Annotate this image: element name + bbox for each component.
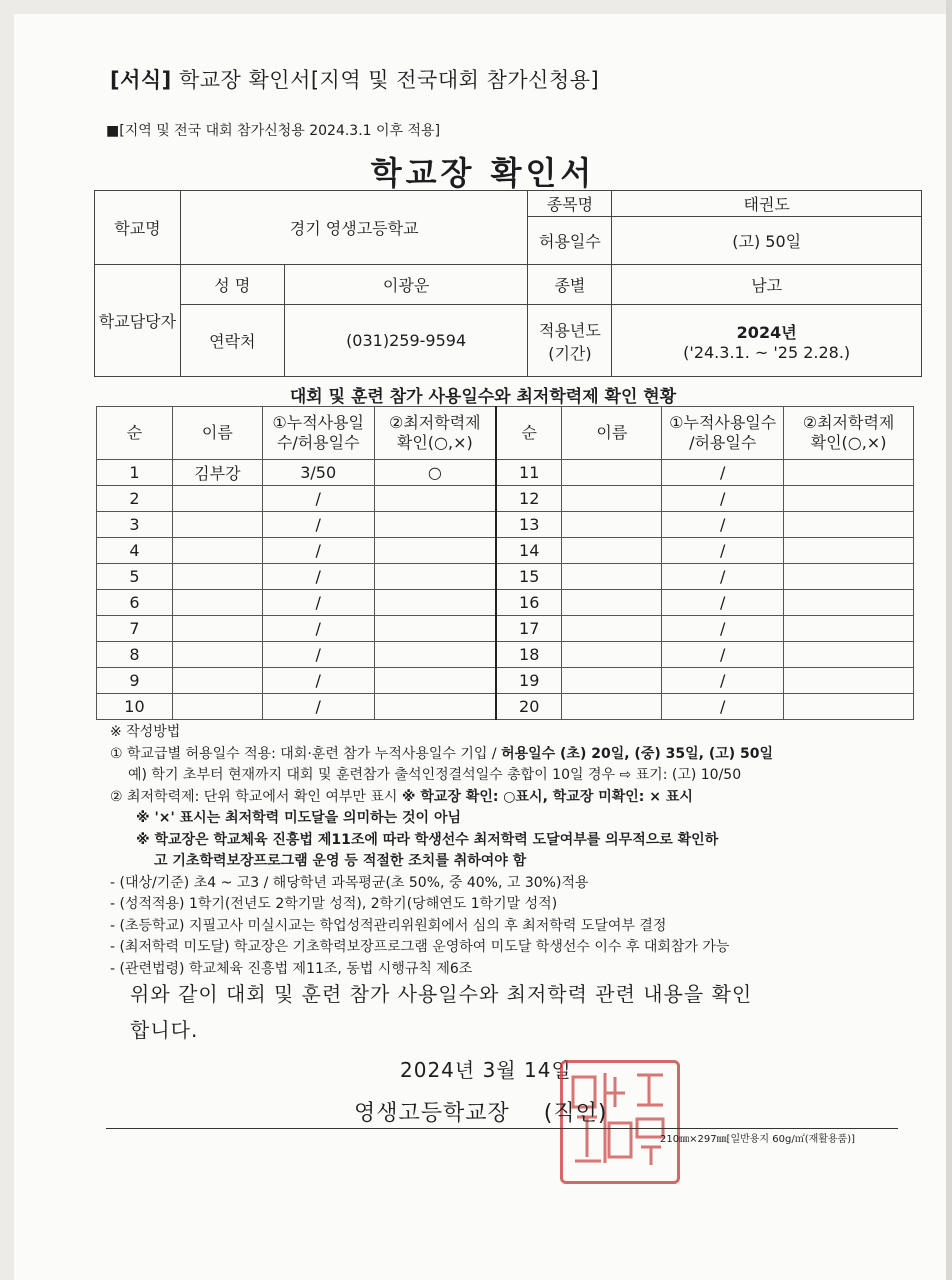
detail-4: - (최저학력 미도달) 학교장은 기초학력보장프로그램 운영하여 미도달 학생선수 이수 후 대회참가 가능 [110, 939, 730, 955]
cell-r-no: 13 [496, 512, 562, 538]
form-title [110, 64, 599, 94]
cell-l-name [172, 694, 262, 720]
cell-l-no: 9 [97, 668, 173, 694]
section-title: 대회 및 훈련 참가 사용일수와 최저학력제 확인 현황 [289, 387, 677, 407]
header-days-left [262, 407, 374, 460]
cell-r-name [562, 694, 662, 720]
cell-l-name [172, 538, 262, 564]
confirmation-line-2: 합니다. [130, 1018, 199, 1042]
header-name-left: 이름 [172, 407, 262, 460]
cell-r-days: / [662, 590, 784, 616]
event-value: 태권도 [612, 191, 922, 217]
cell-r-no: 17 [496, 616, 562, 642]
cell-r-check [784, 512, 914, 538]
cell-r-no: 12 [496, 486, 562, 512]
cell-r-check [784, 460, 914, 486]
cell-r-check [784, 642, 914, 668]
cell-l-name [172, 512, 262, 538]
cell-r-no: 15 [496, 564, 562, 590]
cell-l-no: 8 [97, 642, 173, 668]
table-row [97, 668, 914, 694]
header-days-right-bottom: /허용일수 [689, 433, 757, 452]
cell-r-no: 14 [496, 538, 562, 564]
cell-l-check [374, 616, 496, 642]
cell-r-check [784, 564, 914, 590]
note-1-bold: 허용일수 (초) 20일, (중) 35일, (고) 50일 [501, 745, 774, 762]
cell-l-name [172, 616, 262, 642]
contact-value: (031)259-9594 [284, 305, 528, 377]
school-info-table [94, 190, 922, 377]
header-check-right-bottom: 확인(○,×) [810, 433, 887, 452]
header-check-left-top: ②최저학력제 [389, 413, 481, 432]
header-days-right-top: ①누적사용일수 [669, 413, 777, 432]
cell-l-name [172, 590, 262, 616]
cell-r-name [562, 642, 662, 668]
cell-l-check [374, 538, 496, 564]
cell-r-name [562, 512, 662, 538]
contact-label: 연락처 [180, 305, 284, 377]
cell-r-name [562, 564, 662, 590]
page-edge [946, 0, 952, 1280]
page-title: 학교장 확인서 [370, 154, 596, 192]
cell-r-days: / [662, 512, 784, 538]
event-label: 종목명 [528, 191, 612, 217]
cell-r-days: / [662, 538, 784, 564]
cell-l-name [172, 642, 262, 668]
detail-2: - (성적적용) 1학기(전년도 2학기말 성적), 2학기(당해연도 1학기말 성적) [110, 896, 558, 912]
cell-r-name [562, 590, 662, 616]
cell-l-days: / [262, 564, 374, 590]
table-row [97, 460, 914, 486]
document-page [14, 14, 952, 1280]
cell-l-days: / [262, 694, 374, 720]
period-range: ('24.3.1. ~ '25 2.28.) [683, 342, 851, 362]
table-row [97, 642, 914, 668]
header-no-left: 순 [97, 407, 173, 460]
header-name-right: 이름 [562, 407, 662, 460]
detail-5: - (관련법령) 학교체육 진흥법 제11조, 동법 시행규칙 제6조 [110, 960, 473, 977]
allowed-days-value: (고) 50일 [612, 217, 922, 265]
cell-r-days: / [662, 486, 784, 512]
note-4a: ※ 학교장은 학교체육 진흥법 제11조에 따라 학생선수 최저학력 도달여부를 의무적으로 확인하 [136, 831, 719, 848]
detail-3: - (초등학교) 지필고사 미실시교는 학업성적관리위원회에서 심의 후 최저학력 도달여부 결정 [110, 917, 667, 934]
cell-r-check [784, 668, 914, 694]
cell-l-days: / [262, 668, 374, 694]
cell-l-no: 10 [97, 694, 173, 720]
allowed-days-label: 허용일수 [528, 217, 612, 265]
header-check-left [374, 407, 496, 460]
period-year: 2024년 [736, 322, 797, 342]
cell-r-days: / [662, 668, 784, 694]
cell-r-no: 20 [496, 694, 562, 720]
cell-l-check [374, 486, 496, 512]
header-days-left-bottom: 수/허용일수 [276, 433, 360, 452]
cell-l-name [172, 486, 262, 512]
cell-r-check [784, 538, 914, 564]
period-label: 적용년도(기간) [528, 305, 612, 377]
note-3: ※ '×' 표시는 최저학력 미도달을 의미하는 것이 아님 [136, 810, 461, 826]
table-row [97, 538, 914, 564]
cell-r-name [562, 486, 662, 512]
manager-label: 학교담당자 [95, 265, 181, 377]
cell-r-no: 18 [496, 642, 562, 668]
cell-r-days: / [662, 642, 784, 668]
header-check-left-bottom: 확인(○,×) [396, 433, 473, 452]
cell-r-no: 19 [496, 668, 562, 694]
note-2-bold: ※ 학교장 확인: ○표시, 학교장 미확인: × 표시 [401, 788, 693, 805]
header-days-right [662, 407, 784, 460]
notes-heading: ※ 작성방법 [110, 724, 181, 740]
cell-r-name [562, 460, 662, 486]
cell-r-check [784, 486, 914, 512]
cell-r-name [562, 538, 662, 564]
form-subtitle: ■[지역 및 전국 대회 참가신청용 2024.3.1 이후 적용] [106, 123, 441, 139]
cell-l-no: 5 [97, 564, 173, 590]
detail-1: - (대상/기준) 초4 ~ 고3 / 해당학년 과목평균(초 50%, 중 40%, 고 30%)적용 [110, 874, 589, 891]
cell-l-check [374, 668, 496, 694]
table-row [97, 616, 914, 642]
header-days-left-top: ①누적사용일 [272, 413, 365, 432]
cell-r-days: / [662, 694, 784, 720]
confirmation-line-1: 위와 같이 대회 및 훈련 참가 사용일수와 최저학력 관련 내용을 확인 [130, 982, 753, 1006]
note-4b: 고 기초학력보장프로그램 운영 등 적절한 조치를 취하여야 함 [154, 853, 527, 869]
school-name-label: 학교명 [95, 191, 181, 265]
cell-l-name: 김부강 [172, 460, 262, 486]
instructions [110, 722, 773, 980]
form-tag: [서식] [110, 68, 172, 92]
cell-r-check [784, 616, 914, 642]
note-1-example: 예) 학기 초부터 현재까지 대회 및 훈련참가 출석인정결석일수 총합이 10일 경우 ⇨ 표기: (고) 10/50 [128, 767, 742, 783]
cell-l-no: 3 [97, 512, 173, 538]
note-2 [110, 787, 773, 809]
cell-l-days: / [262, 590, 374, 616]
cell-l-check: ○ [374, 460, 496, 486]
confirmation-statement [130, 976, 752, 1048]
cell-l-no: 6 [97, 590, 173, 616]
header-check-right [784, 407, 914, 460]
header-check-right-top: ②최저학력제 [802, 413, 895, 432]
cell-l-check [374, 564, 496, 590]
cell-r-days: / [662, 616, 784, 642]
cell-r-no: 16 [496, 590, 562, 616]
cell-l-days: / [262, 642, 374, 668]
period-value [612, 305, 922, 377]
cell-r-days: / [662, 460, 784, 486]
participation-table [96, 406, 914, 720]
table-row [97, 564, 914, 590]
cell-r-no: 11 [496, 460, 562, 486]
table-row [97, 486, 914, 512]
table-row [97, 694, 914, 720]
cell-l-no: 2 [97, 486, 173, 512]
gender-value: 남고 [612, 265, 922, 305]
cell-l-name [172, 564, 262, 590]
cell-r-days: / [662, 564, 784, 590]
gender-label: 종별 [528, 265, 612, 305]
school-name-value: 경기 영생고등학교 [180, 191, 528, 265]
note-1 [110, 744, 773, 766]
sign-date: 2024년 3월 14일 [400, 1058, 572, 1082]
cell-l-check [374, 512, 496, 538]
cell-l-check [374, 590, 496, 616]
principal-name: 영생고등학교장 [354, 1101, 510, 1126]
cell-l-check [374, 642, 496, 668]
cell-l-name [172, 668, 262, 694]
bottom-divider [106, 1128, 898, 1129]
cell-l-no: 1 [97, 460, 173, 486]
principal-signature [354, 1096, 607, 1127]
manager-name-value: 이광운 [284, 265, 528, 305]
cell-r-name [562, 616, 662, 642]
cell-l-days: 3/50 [262, 460, 374, 486]
cell-l-days: / [262, 512, 374, 538]
cell-l-check [374, 694, 496, 720]
cell-l-no: 4 [97, 538, 173, 564]
manager-name-label: 성 명 [180, 265, 284, 305]
paper-spec: 210㎜×297㎜[일반용지 60g/㎡(재활용품)] [660, 1134, 856, 1145]
cell-l-no: 7 [97, 616, 173, 642]
note-1-text: ① 학교급별 허용일수 적용: 대회·훈련 참가 누적사용일수 기입 / [110, 745, 502, 762]
table-row [97, 590, 914, 616]
table-row [97, 512, 914, 538]
form-title-text: 학교장 확인서[지역 및 전국대회 참가신청용] [178, 68, 600, 92]
header-no-right: 순 [496, 407, 562, 460]
cell-r-name [562, 668, 662, 694]
seal-label: (직인) [543, 1101, 608, 1126]
cell-r-check [784, 590, 914, 616]
cell-l-days: / [262, 486, 374, 512]
cell-l-days: / [262, 538, 374, 564]
cell-l-days: / [262, 616, 374, 642]
note-2-text: ② 최저학력제: 단위 학교에서 확인 여부만 표시 [110, 788, 402, 805]
cell-r-check [784, 694, 914, 720]
